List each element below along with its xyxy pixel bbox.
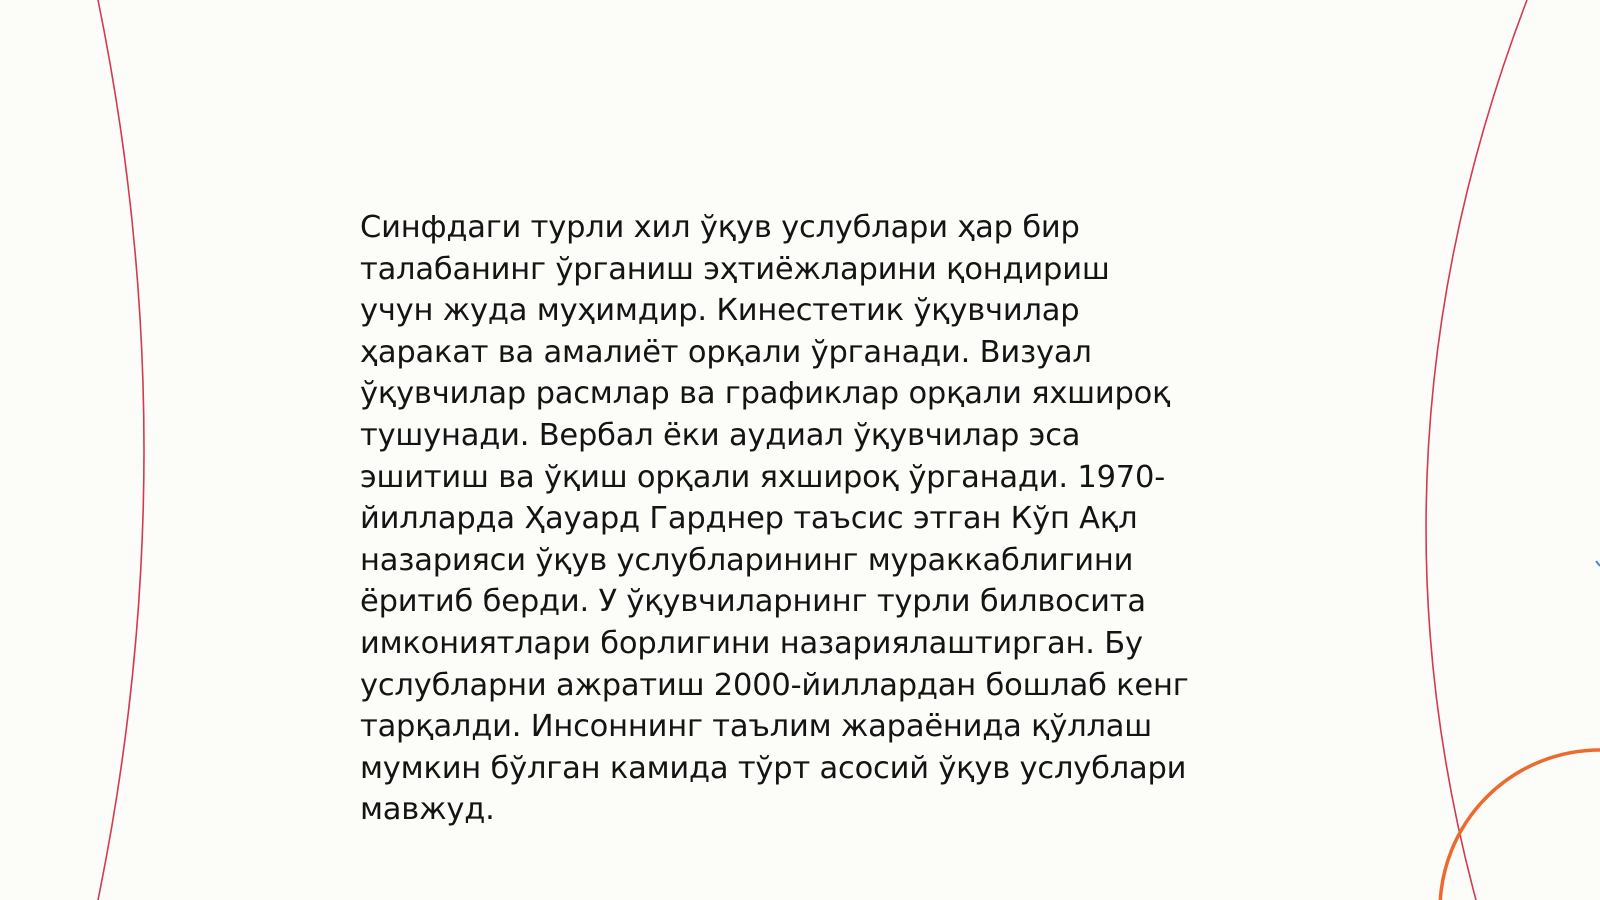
orange-circle-arc	[1440, 750, 1600, 900]
left-arc	[98, 0, 144, 900]
paragraph-line: тушунади. Вербал ёки аудиал ўқувчилар эса	[360, 417, 1081, 453]
blue-accent-tick	[1596, 561, 1600, 566]
paragraph-line: назарияси ўқув услубларининг мураккаблигини	[360, 542, 1134, 578]
paragraph-line: мумкин бўлган камида тўрт асосий ўқув услублари	[360, 750, 1187, 786]
paragraph-line: ёритиб берди. У ўқувчиларнинг турли билвосита	[360, 584, 1146, 620]
paragraph-line: мавжуд.	[360, 792, 495, 828]
paragraph-line: Синфдаги турли хил ўқув услублари ҳар бир	[360, 210, 1080, 245]
paragraph-line: ҳаракат ва амалиёт орқали ўрганади. Визуал	[360, 334, 1092, 370]
right-arc	[1426, 0, 1527, 900]
paragraph-line: йилларда Ҳауард Гарднер таъсис этган Кўп Ақл	[360, 501, 1138, 537]
paragraph-line: эшитиш ва ўқиш орқали яхшироқ ўрганади. 1970-	[360, 459, 1166, 495]
paragraph-line: талабанинг ўрганиш эҳтиёжларини қондириш	[360, 251, 1110, 287]
paragraph-line: имкониятлари борлигини назариялаштирган. Бу	[360, 625, 1143, 661]
paragraph-line: учун жуда муҳимдир. Кинестетик ўқувчилар	[360, 293, 1080, 329]
body-paragraph	[360, 207, 1250, 831]
paragraph-line: тарқалди. Инсоннинг таълим жараёнида қўллаш	[360, 709, 1152, 745]
paragraph-line: ўқувчилар расмлар ва графиклар орқали яхшироқ	[360, 376, 1171, 412]
paragraph-line: услубларни ажратиш 2000-йиллардан бошлаб кенг	[360, 667, 1189, 703]
